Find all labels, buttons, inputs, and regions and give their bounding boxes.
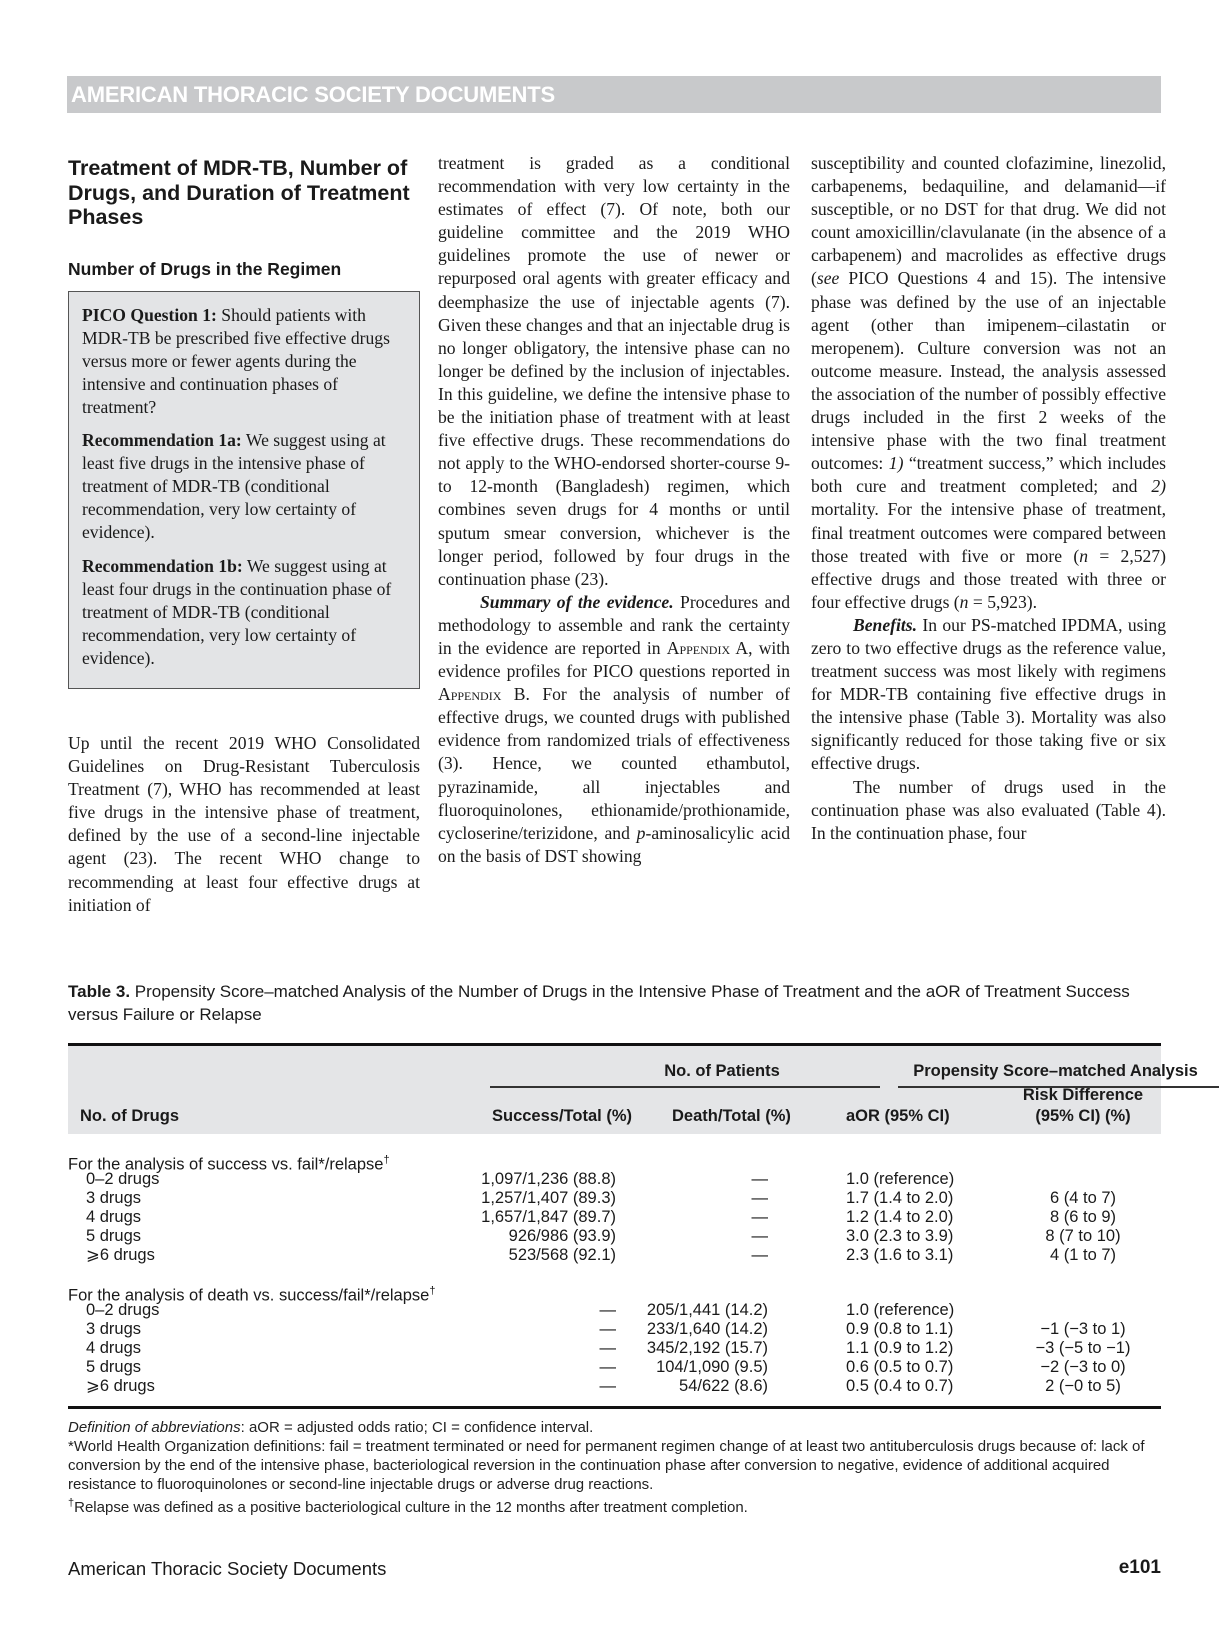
cell-aor: 1.0 (reference): [846, 1301, 955, 1319]
cell-drugs: 0–2 drugs: [86, 1301, 160, 1319]
cell-success-total: —: [599, 1358, 616, 1376]
header-success-total: Success/Total (%): [492, 1107, 632, 1125]
appendix-b-link: Appendix: [438, 684, 502, 705]
cell-death-total: 54/622 (8.6): [679, 1377, 768, 1395]
column-2: [438, 152, 790, 868]
col2-paragraph-2: Summary of the evidence. Procedures and methodology to assemble and rank the certainty in the evidence are reported in Appendix A, with evidence profiles for PICO questions reported in Appendix B. For the analysis of number of effective drugs, we counted drugs with published evidence from randomized trials of effectiveness (3). Hence, we counted ethambutol, pyrazinamide, all injectables and fluoroquinolones, ethionamide/prothionamide, cycloserine/terizidone, and p-aminosalicylic acid on the basis of DST showing: [438, 591, 791, 866]
rec-1a-text: We suggest using at least five drugs in the intensive phase of treatment of MDR-TB (conditional recommendation, very low certainty of evidence).: [82, 430, 386, 543]
header-underline-patients: [490, 1086, 880, 1088]
cell-drugs: ⩾6 drugs: [86, 1377, 155, 1395]
table-footnotes: [68, 1418, 1163, 1517]
cell-death-total: —: [751, 1246, 768, 1264]
section-title: Treatment of MDR-TB, Number of Drugs, and Duration of Treatment Phases: [68, 156, 410, 229]
table-caption: [68, 980, 1163, 1026]
footnote-relapse: †Relapse was defined as a positive bacteriological culture in the 12 months after treatment completion.: [68, 1497, 748, 1516]
cell-success-total: —: [599, 1320, 616, 1338]
cell-death-total: 205/1,441 (14.2): [646, 1301, 768, 1319]
header-psm-analysis: Propensity Score–matched Analysis: [913, 1062, 1198, 1080]
table-3: [68, 1043, 1198, 1409]
table-label: Table 3.: [68, 982, 131, 1001]
journal-banner: AMERICAN THORACIC SOCIETY DOCUMENTS: [67, 76, 1161, 113]
cell-aor: 2.3 (1.6 to 3.1): [846, 1246, 954, 1264]
cell-risk-difference: −1 (−3 to 1): [1040, 1320, 1126, 1338]
cell-success-total: 1,657/1,847 (89.7): [481, 1208, 616, 1226]
cell-death-total: 345/2,192 (15.7): [646, 1339, 768, 1357]
cell-success-total: —: [599, 1301, 616, 1319]
table-bottom-rule: [68, 1406, 1161, 1409]
cell-aor: 1.1 (0.9 to 1.2): [846, 1339, 954, 1357]
pico-box: [68, 291, 420, 689]
cell-death-total: —: [751, 1170, 768, 1188]
cell-aor: 0.9 (0.8 to 1.1): [846, 1320, 954, 1338]
cell-drugs: 4 drugs: [86, 1339, 142, 1357]
cell-aor: 3.0 (2.3 to 3.9): [846, 1227, 954, 1245]
cell-risk-difference: 6 (4 to 7): [1049, 1189, 1117, 1207]
cell-drugs: 3 drugs: [86, 1189, 142, 1207]
group-label-death: For the analysis of death vs. success/fail*/relapse†: [68, 1285, 436, 1305]
footnote-abbreviations: Definition of abbreviations: aOR = adjusted odds ratio; CI = confidence interval.: [68, 1419, 594, 1436]
cell-success-total: 1,257/1,407 (89.3): [481, 1189, 616, 1207]
cell-drugs: 0–2 drugs: [86, 1170, 160, 1188]
group-label-success: For the analysis of success vs. fail*/relapse†: [68, 1154, 390, 1174]
table-caption-text: Propensity Score–matched Analysis of the Number of Drugs in the Intensive Phase of Treatment and the aOR of Treatment Success versus Failure or Relapse: [68, 982, 1130, 1024]
summary-evidence-heading: Summary of the evidence.: [480, 591, 674, 612]
cell-success-total: 523/568 (92.1): [508, 1246, 616, 1264]
cell-death-total: —: [751, 1227, 768, 1245]
cell-risk-difference: 4 (1 to 7): [1049, 1246, 1117, 1264]
column-3: [811, 152, 1166, 845]
cell-risk-difference: −3 (−5 to −1): [1035, 1339, 1131, 1357]
cell-success-total: 1,097/1,236 (88.8): [481, 1170, 616, 1188]
appendix-a-link: Appendix: [666, 637, 731, 658]
cell-death-total: —: [751, 1208, 768, 1226]
header-no-of-patients: No. of Patients: [664, 1062, 780, 1080]
header-no-of-drugs: No. of Drugs: [80, 1107, 179, 1125]
header-aor: aOR (95% CI): [846, 1107, 950, 1125]
cell-aor: 1.7 (1.4 to 2.0): [846, 1189, 954, 1207]
cell-drugs: ⩾6 drugs: [86, 1246, 155, 1264]
cell-drugs: 3 drugs: [86, 1320, 142, 1338]
cell-success-total: 926/986 (93.9): [508, 1227, 616, 1245]
cell-risk-difference: 2 (−0 to 5): [1045, 1377, 1121, 1395]
recommendation-1b: [82, 555, 407, 670]
cell-aor: 0.5 (0.4 to 0.7): [846, 1377, 954, 1395]
cell-risk-difference: 8 (7 to 10): [1045, 1227, 1121, 1245]
cell-aor: 1.2 (1.4 to 2.0): [846, 1208, 954, 1226]
rec-1a-label: Recommendation 1a:: [82, 430, 242, 451]
cell-success-total: —: [599, 1377, 616, 1395]
cell-drugs: 5 drugs: [86, 1358, 142, 1376]
cell-aor: 0.6 (0.5 to 0.7): [846, 1358, 954, 1376]
table-header: [68, 1046, 1198, 1134]
col1-paragraph: Up until the recent 2019 WHO Consolidated Guidelines on Drug-Resistant Tuberculosis Treatment (7), WHO has recommended at least five drugs in the intensive phase of treatment, defined by the use of a second-line injectable agent (23). The recent WHO change to recommending at least four effective drugs at initiation of: [68, 733, 420, 915]
header-risk-line2: (95% CI) (%): [1035, 1107, 1131, 1125]
cell-drugs: 5 drugs: [86, 1227, 142, 1245]
cell-death-total: 104/1,090 (9.5): [656, 1358, 768, 1376]
pico-question-label: PICO Question 1:: [82, 304, 217, 325]
footnote-who-definitions: *World Health Organization definitions: fail = treatment terminated or need for permanent regimen change of at least two antituberculosis drugs because of: lack of conversion by the end of the intensive phase, bacteriological reversion in the continuation phase after conversion to negative, evidence of additional acquired resistance to fluoroquinolones or second-line injectable drugs or adverse drug reactions.: [68, 1438, 1145, 1493]
cell-death-total: 233/1,640 (14.2): [646, 1320, 768, 1338]
header-risk-line1: Risk Difference: [1022, 1086, 1144, 1104]
subsection-title: Number of Drugs in the Regimen: [68, 258, 342, 279]
cell-risk-difference: 8 (6 to 9): [1049, 1208, 1117, 1226]
col3-paragraph-3: The number of drugs used in the continuation phase was also evaluated (Table 4). In the continuation phase, four: [811, 776, 1166, 843]
rec-1b-text: We suggest using at least four drugs in the continuation phase of treatment of MDR-TB (conditional recommendation, very low certainty of evidence).: [82, 555, 392, 668]
cell-death-total: —: [751, 1189, 768, 1207]
cell-risk-difference: −2 (−3 to 0): [1040, 1358, 1126, 1376]
pico-question-text: Should patients with MDR-TB be prescribed five effective drugs versus more or fewer agents during the intensive and continuation phases of treatment?: [82, 304, 390, 417]
recommendation-1a: [82, 429, 407, 544]
cell-success-total: —: [599, 1339, 616, 1357]
col3-benefits-paragraph: Benefits. In our PS-matched IPDMA, using zero to two effective drugs as the reference value, treatment success was most likely with regimens for MDR-TB containing five effective drugs in the intensive phase (Table 3). Mortality was also significantly reduced for those taking five or six effective drugs.: [811, 614, 1166, 774]
footer-journal-name: American Thoracic Society Documents: [68, 1558, 387, 1579]
page-number: e101: [1118, 1557, 1161, 1578]
pico-question: [82, 304, 407, 419]
benefits-heading: Benefits.: [853, 614, 918, 635]
table-body: [68, 1134, 1161, 1406]
cell-drugs: 4 drugs: [86, 1208, 142, 1226]
col2-paragraph-1: treatment is graded as a conditional recommendation with very low certainty in the estimates of effect (7). Of note, both our guideline committee and the 2019 WHO guidelines promote the use of newer or repurposed oral agents with greater efficacy and deemphasize the use of injectable agents (7). Given these changes and that an injectable drug is no longer obligatory, the intensive phase can no longer be defined by the inclusion of injectables. In this guideline, we define the intensive phase to be the initiation phase of treatment with at least five effective drugs. These recommendations do not apply to the WHO-endorsed shorter-course 9- to 12-month (Bangladesh) regimen, which combines seven drugs for 4 months or until sputum smear conversion, whichever is the longer period, followed by four drugs in the continuation phase (23).: [438, 153, 790, 589]
rec-1b-label: Recommendation 1b:: [82, 555, 243, 576]
column-1: [68, 152, 420, 917]
col3-paragraph-1: susceptibility and counted clofazimine, linezolid, carbapenems, bedaquiline, and delamanid—if susceptible, or no DST for that drug. We did not count amoxicillin/clavulanate (in the absence of a carbapenem) and macrolides as effective drugs (see PICO Questions 4 and 15). The intensive phase was defined by the use of an injectable agent (other than imipenem–cilastatin or meropenem). Culture conversion was not an outcome measure. Instead, the analysis assessed the association of the number of possibly effective drugs included in the first 2 weeks of the intensive phase with the two final treatment outcomes: 1) “treatment success,” which includes both cure and treatment completed; and 2) mortality. For the intensive phase of treatment, final treatment outcomes were compared between those treated with five or more (n = 2,527) effective drugs and those treated with three or four effective drugs (n = 5,923).: [811, 153, 1167, 612]
cell-aor: 1.0 (reference): [846, 1170, 955, 1188]
header-death-total: Death/Total (%): [672, 1107, 791, 1125]
